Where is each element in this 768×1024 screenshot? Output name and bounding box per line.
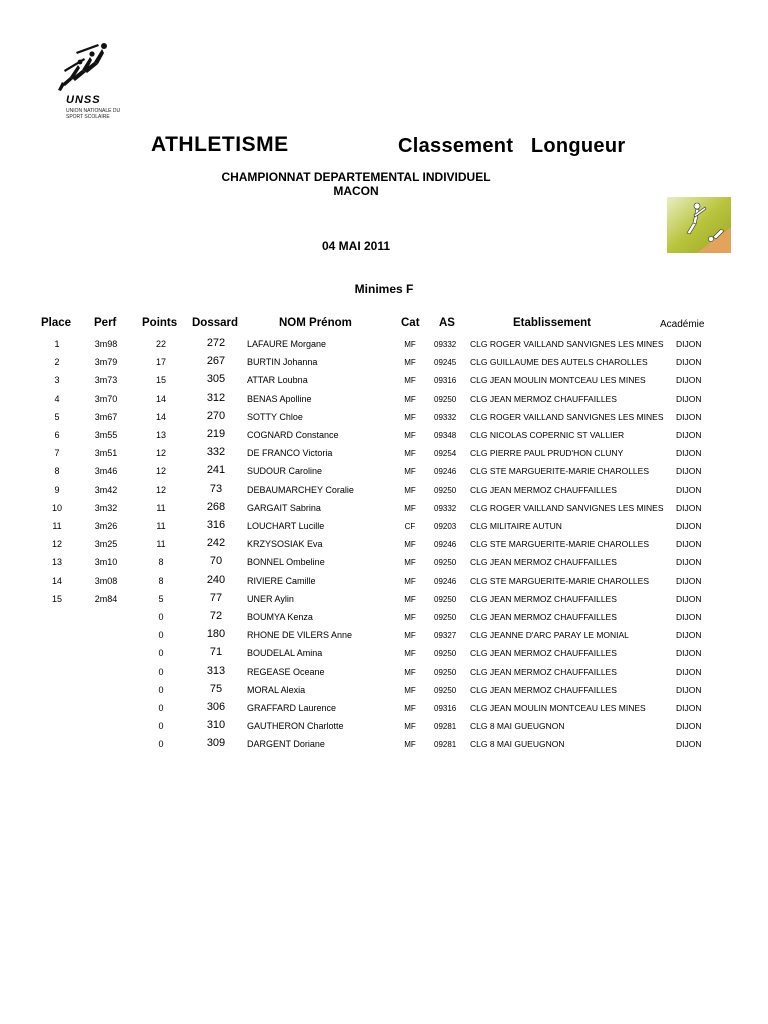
row-as: 09316: [434, 376, 457, 386]
row-perf: 3m73: [94, 375, 118, 386]
row-perf: 3m10: [94, 557, 118, 568]
row-dossard: 312: [206, 391, 226, 404]
row-as: 09246: [434, 467, 457, 477]
row-cat: MF: [404, 485, 416, 495]
row-dossard: 272: [206, 337, 226, 349]
row-as: 09250: [434, 649, 457, 659]
row-academie: DIJON: [676, 666, 702, 677]
row-name: BOUDELAL Amina: [247, 648, 323, 659]
row-points: 8: [158, 575, 164, 586]
row-academie: DIJON: [676, 539, 702, 550]
row-academie: DIJON: [676, 575, 702, 586]
row-cat: CF: [404, 522, 416, 531]
row-academie: DIJON: [676, 739, 702, 750]
row-place: 3: [54, 375, 60, 386]
row-place: 8: [54, 466, 60, 477]
row-as: 09250: [434, 558, 457, 568]
city: MACON: [333, 184, 379, 198]
row-name: BONNEL Ombeline: [247, 557, 325, 568]
row-academie: DIJON: [676, 684, 702, 695]
row-points: 14: [155, 411, 166, 422]
row-dossard: 310: [206, 719, 226, 732]
row-name: BURTIN Johanna: [247, 357, 318, 368]
row-dossard: 77: [209, 591, 223, 604]
row-points: 13: [155, 430, 166, 440]
row-name: REGEASE Oceane: [247, 666, 325, 677]
col-header-cat: Cat: [401, 317, 420, 329]
row-cat: MF: [404, 631, 416, 641]
row-perf: 2m84: [94, 593, 118, 604]
championship-title: CHAMPIONNAT DEPARTEMENTAL INDIVIDUEL: [221, 170, 491, 184]
row-academie: DIJON: [676, 466, 702, 477]
row-name: LOUCHART Lucille: [247, 521, 325, 531]
row-as: 09250: [434, 394, 457, 404]
row-cat: MF: [404, 467, 416, 477]
row-etablissement: CLG ROGER VAILLAND SANVIGNES LES MINES: [470, 339, 664, 349]
row-place: 12: [51, 539, 62, 550]
row-dossard: 332: [206, 446, 226, 459]
row-cat: MF: [404, 503, 416, 513]
table-row: [0, 448, 768, 466]
row-cat: MF: [404, 649, 416, 659]
row-name: GARGAIT Sabrina: [247, 502, 321, 513]
event-date: 04 MAI 2011: [321, 239, 391, 253]
row-as: 09245: [434, 358, 457, 368]
row-academie: DIJON: [676, 630, 702, 641]
row-name: GRAFFARD Laurence: [247, 703, 337, 713]
row-etablissement: CLG GUILLAUME DES AUTELS CHAROLLES: [470, 357, 648, 368]
table-row: [0, 466, 768, 484]
row-dossard: 73: [209, 482, 223, 495]
row-academie: DIJON: [676, 521, 702, 531]
row-cat: MF: [404, 613, 416, 622]
row-place: 10: [51, 502, 62, 513]
row-place: 5: [54, 411, 60, 422]
logo-subtitle: UNION NATIONALE DU SPORT SCOLAIRE: [66, 108, 121, 120]
row-cat: MF: [404, 340, 416, 349]
row-academie: DIJON: [676, 430, 702, 440]
table-row: [0, 500, 768, 521]
row-name: MORAL Alexia: [247, 684, 306, 695]
row-points: 0: [158, 612, 164, 622]
row-as: 09246: [434, 576, 457, 586]
table-row: [0, 682, 768, 703]
row-etablissement: CLG JEAN MERMOZ CHAUFFAILLES: [470, 557, 617, 568]
row-name: SUDOUR Caroline: [247, 466, 323, 477]
row-dossard: 219: [206, 428, 226, 440]
row-name: GAUTHERON Charlotte: [247, 721, 344, 732]
row-place: 6: [54, 430, 60, 440]
row-dossard: 70: [209, 555, 223, 568]
row-perf: 3m70: [94, 393, 118, 404]
row-name: UNER Aylin: [247, 593, 294, 604]
table-row: [0, 648, 768, 666]
row-etablissement: CLG STE MARGUERITE-MARIE CHAROLLES: [470, 575, 650, 586]
row-as: 09254: [434, 449, 457, 459]
row-academie: DIJON: [676, 393, 702, 404]
row-perf: 3m25: [94, 539, 118, 550]
row-etablissement: CLG 8 MAI GUEUGNON: [470, 739, 565, 750]
table-row: [0, 539, 768, 557]
row-academie: DIJON: [676, 612, 702, 622]
table-row: [0, 557, 768, 575]
row-points: 22: [155, 339, 166, 349]
row-dossard: 306: [206, 701, 226, 713]
row-etablissement: CLG JEAN MOULIN MONTCEAU LES MINES: [470, 703, 646, 713]
row-as: 09332: [434, 412, 457, 422]
row-cat: MF: [404, 376, 416, 386]
row-etablissement: CLG 8 MAI GUEUGNON: [470, 721, 565, 732]
table-row: [0, 357, 768, 375]
col-header-points: Points: [142, 317, 178, 329]
row-cat: MF: [404, 558, 416, 568]
row-points: 17: [155, 357, 166, 368]
row-as: 09250: [434, 685, 457, 695]
row-etablissement: CLG MILITAIRE AUTUN: [470, 521, 562, 531]
row-dossard: 309: [206, 737, 226, 750]
row-place: 2: [54, 357, 60, 368]
row-points: 0: [158, 684, 164, 695]
row-dossard: 316: [206, 519, 226, 531]
row-academie: DIJON: [676, 648, 702, 659]
row-as: 09246: [434, 540, 457, 550]
row-perf: 3m32: [94, 502, 118, 513]
row-points: 11: [156, 521, 166, 531]
table-row: [0, 573, 768, 594]
row-etablissement: CLG JEAN MERMOZ CHAUFFAILLES: [470, 684, 617, 695]
row-place: 11: [52, 521, 62, 531]
row-etablissement: CLG JEAN MOULIN MONTCEAU LES MINES: [470, 375, 646, 386]
row-points: 0: [158, 739, 164, 750]
row-cat: MF: [404, 667, 416, 677]
row-etablissement: CLG STE MARGUERITE-MARIE CHAROLLES: [470, 466, 650, 477]
row-points: 11: [156, 502, 166, 513]
row-points: 0: [158, 630, 164, 641]
row-cat: MF: [404, 576, 416, 586]
row-etablissement: CLG JEANNE D'ARC PARAY LE MONIAL: [470, 630, 629, 641]
row-name: COGNARD Constance: [247, 430, 339, 440]
row-points: 0: [158, 721, 164, 732]
row-perf: 3m51: [94, 448, 118, 459]
row-name: DEBAUMARCHEY Coralie: [247, 484, 354, 495]
col-header-place: Place: [41, 317, 72, 329]
row-points: 12: [155, 466, 166, 477]
row-points: 0: [158, 666, 164, 677]
row-as: 09332: [434, 340, 457, 349]
row-dossard: 305: [206, 373, 226, 386]
row-name: BENAS Apolline: [247, 393, 312, 404]
col-header-as: AS: [439, 317, 455, 329]
table-row: [0, 703, 768, 721]
col-header-dossard: Dossard: [192, 317, 239, 329]
long-jump-icon: [667, 197, 731, 253]
row-as: 09332: [434, 503, 457, 513]
row-academie: DIJON: [676, 448, 702, 459]
runners-icon: [54, 40, 126, 92]
row-name: SOTTY Chloe: [247, 411, 303, 422]
row-as: 09327: [434, 631, 457, 641]
row-dossard: 241: [206, 464, 226, 477]
row-place: 7: [54, 448, 60, 459]
table-row: [0, 591, 768, 612]
table-row: [0, 630, 768, 648]
row-academie: DIJON: [676, 339, 702, 349]
row-dossard: 267: [206, 355, 226, 368]
row-points: 14: [155, 393, 166, 404]
row-name: RIVIERE Camille: [247, 575, 316, 586]
table-row: [0, 430, 768, 448]
sport-title: ATHLETISME: [151, 133, 289, 156]
table-row: [0, 721, 768, 739]
row-place: 9: [54, 484, 60, 495]
row-academie: DIJON: [676, 721, 702, 732]
row-cat: MF: [404, 685, 416, 695]
row-perf: 3m42: [94, 484, 118, 495]
row-etablissement: CLG PIERRE PAUL PRUD'HON CLUNY: [470, 448, 624, 459]
table-row: [0, 339, 768, 357]
table-row: [0, 375, 768, 393]
row-cat: MF: [404, 431, 416, 440]
row-points: 0: [158, 703, 164, 713]
logo-text: UNSS: [66, 94, 101, 106]
col-header-name: NOM Prénom: [279, 317, 352, 329]
row-cat: MF: [404, 740, 416, 750]
row-etablissement: CLG STE MARGUERITE-MARIE CHAROLLES: [470, 539, 650, 550]
row-etablissement: CLG JEAN MERMOZ CHAUFFAILLES: [470, 666, 617, 677]
row-dossard: 180: [206, 628, 226, 641]
row-cat: MF: [404, 594, 416, 604]
row-cat: MF: [404, 449, 416, 459]
row-place: 14: [51, 575, 62, 586]
row-name: DE FRANCO Victoria: [247, 448, 333, 459]
row-points: 12: [155, 484, 166, 495]
row-etablissement: CLG JEAN MERMOZ CHAUFFAILLES: [470, 484, 617, 495]
row-dossard: 242: [206, 537, 226, 550]
table-row: [0, 409, 768, 430]
row-name: LAFAURE Morgane: [247, 339, 327, 349]
row-points: 15: [155, 375, 166, 386]
row-dossard: 71: [209, 646, 223, 659]
row-points: 11: [156, 539, 166, 550]
row-as: 09250: [434, 485, 457, 495]
row-perf: 3m98: [94, 339, 118, 349]
row-cat: MF: [404, 412, 416, 422]
row-name: KRZYSOSIAK Eva: [247, 539, 323, 550]
row-name: ATTAR Loubna: [247, 375, 308, 386]
row-academie: DIJON: [676, 375, 702, 386]
row-place: 4: [54, 393, 60, 404]
row-as: 09203: [434, 522, 457, 531]
row-as: 09316: [434, 704, 457, 713]
table-row: [0, 521, 768, 539]
row-as: 09281: [434, 740, 457, 750]
row-place: 13: [51, 557, 62, 568]
row-dossard: 270: [206, 409, 226, 422]
col-header-perf: Perf: [94, 317, 117, 329]
row-name: DARGENT Doriane: [247, 739, 325, 750]
row-dossard: 72: [209, 610, 223, 622]
row-academie: DIJON: [676, 502, 702, 513]
row-points: 8: [158, 557, 164, 568]
table-row: [0, 391, 768, 412]
row-etablissement: CLG JEAN MERMOZ CHAUFFAILLES: [470, 593, 617, 604]
unss-logo: [54, 40, 126, 122]
row-cat: MF: [404, 722, 416, 732]
row-as: 09348: [434, 431, 457, 440]
row-academie: DIJON: [676, 484, 702, 495]
row-perf: 3m55: [94, 430, 118, 440]
row-etablissement: CLG JEAN MERMOZ CHAUFFAILLES: [470, 648, 617, 659]
row-etablissement: CLG JEAN MERMOZ CHAUFFAILLES: [470, 612, 617, 622]
row-as: 09250: [434, 594, 457, 604]
ranking-title: Classement Longueur: [398, 135, 626, 157]
row-perf: 3m26: [94, 521, 118, 531]
row-place: 1: [54, 339, 60, 349]
row-academie: DIJON: [676, 593, 702, 604]
row-perf: 3m46: [94, 466, 118, 477]
row-points: 0: [158, 648, 164, 659]
row-etablissement: CLG ROGER VAILLAND SANVIGNES LES MINES: [470, 411, 664, 422]
table-row: [0, 482, 768, 503]
row-cat: MF: [404, 704, 416, 713]
col-header-academie: Académie: [660, 319, 705, 330]
row-academie: DIJON: [676, 703, 702, 713]
row-dossard: 240: [206, 573, 226, 586]
row-as: 09281: [434, 722, 457, 732]
row-perf: 3m08: [94, 575, 118, 586]
row-academie: DIJON: [676, 357, 702, 368]
row-as: 09250: [434, 613, 457, 622]
row-dossard: 313: [206, 664, 226, 677]
row-dossard: 268: [206, 500, 226, 513]
row-place: 15: [51, 593, 62, 604]
row-perf: 3m79: [94, 357, 118, 368]
row-perf: 3m67: [94, 411, 118, 422]
row-academie: DIJON: [676, 411, 702, 422]
row-as: 09250: [434, 667, 457, 677]
row-etablissement: CLG JEAN MERMOZ CHAUFFAILLES: [470, 393, 617, 404]
col-header-etablissement: Etablissement: [513, 317, 591, 329]
row-name: RHONE DE VILERS Anne: [247, 630, 353, 641]
row-dossard: 75: [209, 682, 223, 695]
table-row: [0, 739, 768, 757]
row-cat: MF: [404, 358, 416, 368]
row-points: 12: [155, 448, 166, 459]
row-points: 5: [158, 593, 164, 604]
category-title: Minimes F: [354, 282, 414, 296]
row-cat: MF: [404, 394, 416, 404]
row-etablissement: CLG ROGER VAILLAND SANVIGNES LES MINES: [470, 502, 664, 513]
table-row: [0, 612, 768, 630]
row-name: BOUMYA Kenza: [247, 612, 313, 622]
table-row: [0, 664, 768, 685]
row-etablissement: CLG NICOLAS COPERNIC ST VALLIER: [470, 430, 625, 440]
row-academie: DIJON: [676, 557, 702, 568]
row-cat: MF: [404, 540, 416, 550]
